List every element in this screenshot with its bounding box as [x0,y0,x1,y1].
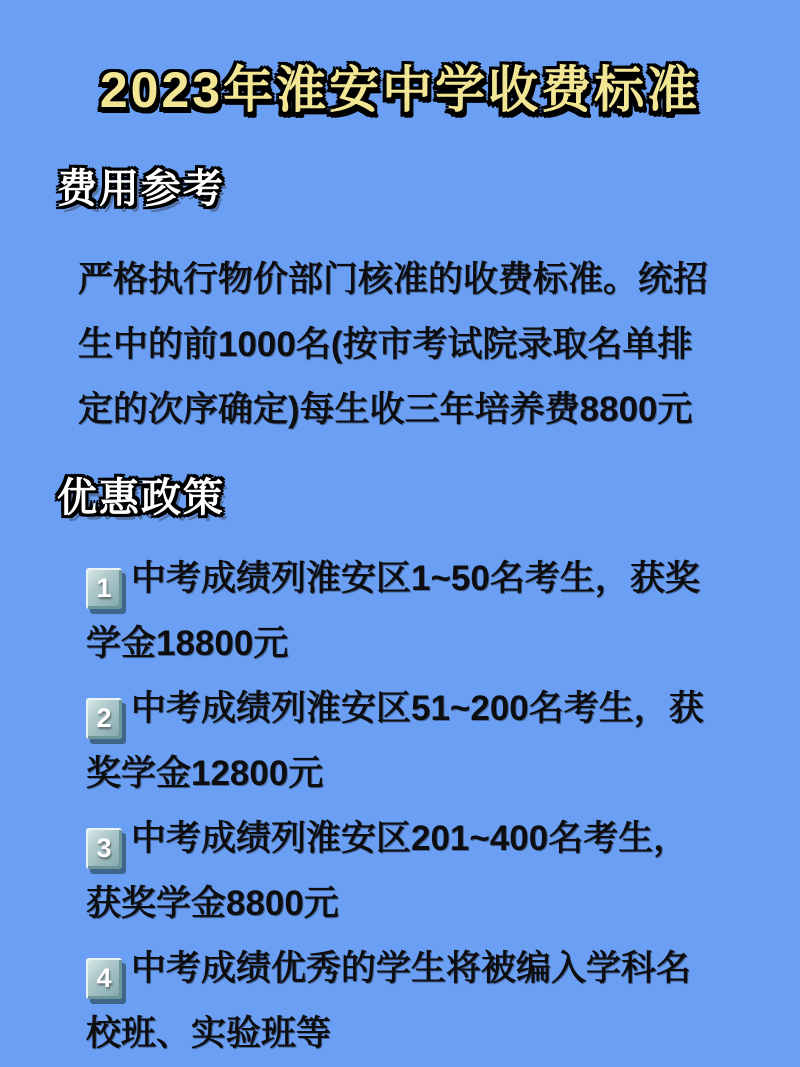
list-item-text: 中考成绩列淮安区201~400名考生，获奖学金8800元 [86,818,689,923]
number-badge-4: 4 [86,958,122,999]
policy-list [86,546,712,1066]
number-badge-3: 3 [86,828,122,869]
number-badge-1: 1 [86,568,122,609]
list-item [86,546,712,676]
list-item [86,806,712,936]
list-item-text: 中考成绩列淮安区1~50名考生，获奖学金18800元 [86,558,700,663]
section-heading-fees: 费用参考 [57,166,225,211]
list-item-text: 中考成绩优秀的学生将被编入学科名校班、实验班等 [86,948,692,1053]
list-item-text: 中考成绩列淮安区51~200名考生，获奖学金12800元 [86,688,704,793]
number-badge-2: 2 [86,698,122,739]
list-item [86,936,712,1066]
list-item [86,676,712,806]
fee-description-text: 严格执行物价部门核准的收费标准。统招生中的前1000名(按市考试院录取名单排定的次序确定)每生收三年培养费8800元 [78,259,709,429]
page-title: 2023年淮安中学收费标准 [99,62,701,118]
section-heading-policy: 优惠政策 [57,475,225,520]
